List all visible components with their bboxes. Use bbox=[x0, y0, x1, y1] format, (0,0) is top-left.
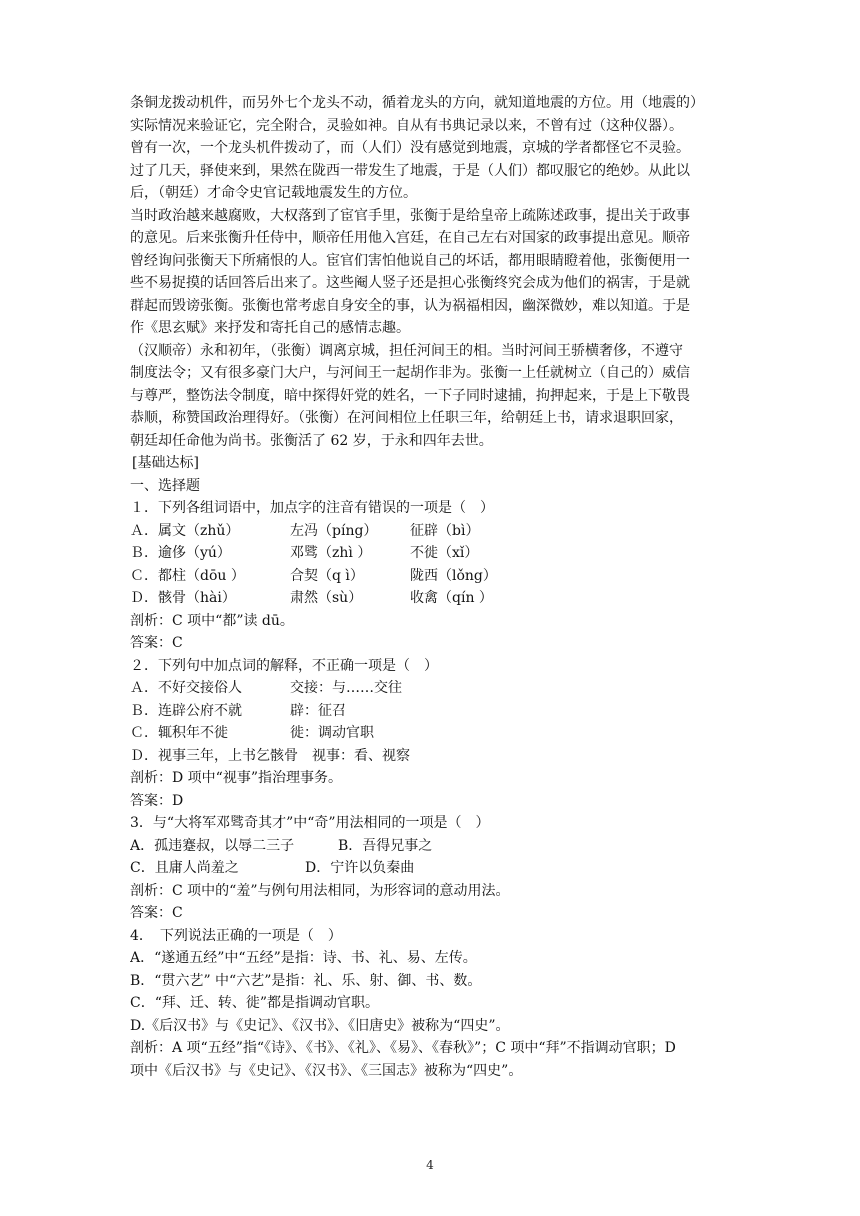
question-1-option-d bbox=[130, 587, 735, 610]
question-4-stem: 4． 下列说法正确的一项是（ ） bbox=[130, 927, 342, 944]
question-4-option-d: D.《后汉书》与《史记》、《汉书》、《旧唐史》被称为“四史”。 bbox=[130, 1017, 510, 1034]
option-part: Ａ．属文（zhǔ） bbox=[130, 522, 240, 539]
page-number: 4 bbox=[426, 1158, 434, 1172]
option-part: 收禽（qín ） bbox=[410, 590, 493, 606]
question-2-option-c bbox=[130, 722, 735, 745]
option-part: 交接：与……交往 bbox=[290, 680, 402, 696]
option-part: 视事：看、视察 bbox=[312, 747, 410, 764]
option-part: Ｃ．辄积年不徙 bbox=[130, 725, 228, 741]
body-line: 作《思玄赋》来抒发和寄托自己的感情志趣。 bbox=[130, 320, 410, 336]
question-4-option-c: C．“拜、迁、转、徙”都是指调动官职。 bbox=[130, 995, 380, 1011]
body-line: （汉顺帝）永和初年，（张衡）调离京城，担任河间王的相。当时河间王骄横奢侈，不遵守 bbox=[130, 342, 683, 359]
option-part: 徙：调动官职 bbox=[290, 725, 374, 741]
option-part: 陇西（lǒng） bbox=[410, 567, 497, 584]
body-line: 后，（朝廷）才命令史官记载地震发生的方位。 bbox=[130, 185, 417, 201]
option-part: 合契（q ì） bbox=[290, 567, 364, 584]
body-line: 些不易捉摸的话回答后出来了。这些阉人竖子还是担心张衡终究会成为他们的祸害，于是就 bbox=[130, 275, 690, 291]
question-2-option-d bbox=[130, 745, 735, 768]
section-title: [基础达标] bbox=[132, 455, 199, 471]
question-4-option-a: A．“遂通五经”中“五经”是指：诗、书、礼、易、左传。 bbox=[130, 950, 477, 966]
option-part: Ｃ．都柱（dōu ） bbox=[130, 567, 245, 584]
body-line: 曾有一次，一个龙头机件拨动了，而（人们）没有感觉到地震，京城的学者都怪它不灵验。 bbox=[130, 140, 690, 156]
option-part: Ｂ．连辟公府不就 bbox=[130, 702, 242, 719]
option-part: C．且庸人尚羞之 bbox=[130, 860, 239, 876]
body-line: 群起而毁谤张衡。张衡也常考虑自身安全的事，认为祸福相因，幽深微妙，难以知道。于是 bbox=[130, 297, 690, 314]
option-part: Ｄ．视事三年，上书乞骸骨 bbox=[130, 747, 298, 764]
question-2-stem: ２．下列句中加点词的解释，不正确一项是（ ） bbox=[130, 657, 438, 674]
question-3-stem: 3．与“大将军邓骘奇其才”中“奇”用法相同的一项是（ ） bbox=[130, 815, 490, 831]
subsection-title: 一、选择题 bbox=[130, 477, 200, 494]
body-line: 条铜龙拨动机件，而另外七个龙头不动，循着龙头的方向，就知道地震的方位。用（地震的） bbox=[130, 95, 704, 111]
option-part: B．吾得兄事之 bbox=[338, 837, 433, 854]
question-1-answer: 答案：C bbox=[130, 635, 183, 651]
question-3-answer: 答案：C bbox=[130, 905, 183, 921]
option-part: 征辟（bì） bbox=[410, 522, 480, 539]
question-2-analysis: 剖析：D 项中“视事”指治理事务。 bbox=[130, 770, 342, 786]
question-2-option-a bbox=[130, 677, 735, 700]
question-2-answer: 答案：D bbox=[130, 792, 184, 809]
option-part: Ｄ．骸骨（hài） bbox=[130, 590, 236, 606]
option-part: Ａ．不好交接俗人 bbox=[130, 680, 242, 696]
document-body bbox=[130, 92, 735, 1082]
option-part: 辟：征召 bbox=[290, 702, 346, 719]
option-part: 左冯（píng） bbox=[290, 522, 378, 539]
question-1-analysis: 剖析：C 项中“都”读 dū。 bbox=[130, 612, 294, 629]
option-part: 肃然（sù） bbox=[290, 590, 363, 606]
option-part: Ｂ．逾侈（yú） bbox=[130, 545, 231, 561]
question-1-option-b bbox=[130, 542, 735, 565]
question-1-stem: １．下列各组词语中，加点字的注音有错误的一项是（ ） bbox=[130, 500, 494, 516]
body-line: 朝廷却任命他为尚书。张衡活了 62 岁，于永和四年去世。 bbox=[130, 432, 493, 449]
question-1-option-a bbox=[130, 520, 735, 543]
option-part: 邓骘（zhì ） bbox=[290, 545, 372, 561]
option-part: A．孤违蹇叔，以辱二三子 bbox=[130, 837, 295, 854]
question-1-option-c bbox=[130, 565, 735, 588]
body-line: 恭顺，称赞国政治理得好。（张衡）在河间相位上任职三年，给朝廷上书，请求退职回家， bbox=[130, 410, 683, 426]
question-3-options-row-2 bbox=[130, 857, 735, 880]
question-4-analysis: 剖析：A 项“五经”指“《诗》、《书》、《礼》、《易》、《春秋》”；C 项中“拜”不指调动官职；D bbox=[130, 1040, 676, 1056]
body-line: 当时政治越来越腐败，大权落到了宦官手里，张衡于是给皇帝上疏陈述政事，提出关于政事 bbox=[130, 207, 690, 224]
question-4-analysis: 项中《后汉书》与《史记》、《汉书》、《三国志》被称为“四史”。 bbox=[130, 1062, 523, 1079]
option-part: 不徙（xǐ） bbox=[410, 545, 479, 561]
option-part: D．宁许以负秦曲 bbox=[305, 860, 415, 876]
body-line: 过了几天，驿使来到，果然在陇西一带发生了地震，于是（人们）都叹服它的绝妙。从此以 bbox=[130, 162, 690, 179]
body-line: 实际情况来验证它，完全附合，灵验如神。自从有书典记录以来，不曾有过（这种仪器）。 bbox=[130, 117, 683, 134]
question-2-option-b bbox=[130, 700, 735, 723]
body-line: 曾经询问张衡天下所痛恨的人。宦官们害怕他说自己的坏话，都用眼睛瞪着他，张衡便用一 bbox=[130, 252, 690, 269]
question-3-options-row-1 bbox=[130, 835, 735, 858]
body-line: 与尊严，整饬法令制度，暗中探得奸党的姓名，一下子同时逮捕，拘押起来，于是上下敬畏 bbox=[130, 387, 690, 404]
question-3-analysis: 剖析：C 项中的“羞”与例句用法相同，为形容词的意动用法。 bbox=[130, 882, 510, 899]
body-line: 的意见。后来张衡升任侍中，顺帝任用他入宫廷，在自己左右对国家的政事提出意见。顺帝 bbox=[130, 230, 690, 246]
body-line: 制度法令；又有很多豪门大户，与河间王一起胡作非为。张衡一上任就树立（自己的）威信 bbox=[130, 365, 690, 381]
question-4-option-b: B．“贯六艺” 中“六艺”是指：礼、乐、射、御、书、数。 bbox=[130, 972, 482, 989]
